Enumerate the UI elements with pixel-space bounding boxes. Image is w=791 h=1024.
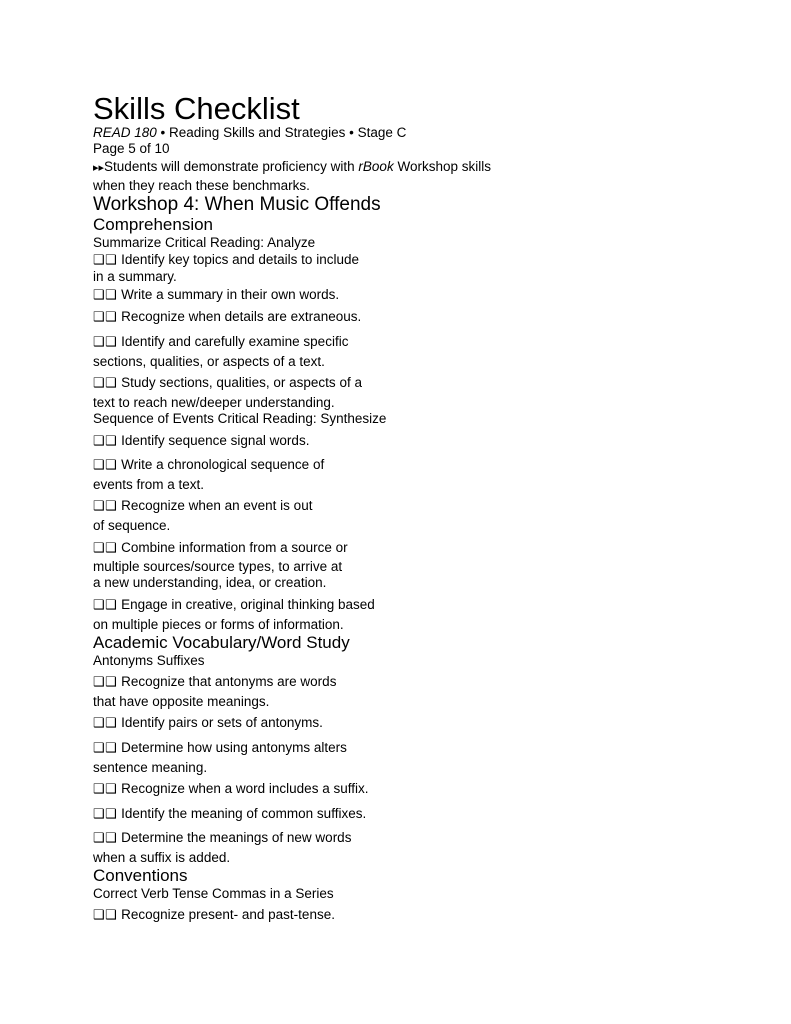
program-line bbox=[93, 125, 406, 141]
checkbox-icon[interactable]: ❑❑ bbox=[93, 334, 118, 349]
item-text-continued: a new understanding, idea, or creation. bbox=[93, 575, 327, 590]
checklist-item bbox=[93, 334, 348, 350]
program-name: READ 180 bbox=[93, 125, 157, 140]
intro-text-a: Students will demonstrate proficiency with bbox=[104, 159, 359, 174]
item-text: Recognize when an event is out bbox=[121, 498, 313, 513]
item-text-continued: multiple sources/source types, to arrive at bbox=[93, 559, 343, 574]
intro-line-2: when they reach these benchmarks. bbox=[93, 178, 310, 193]
workshop-heading: Workshop 4: When Music Offends bbox=[93, 194, 381, 215]
checkbox-icon[interactable]: ❑❑ bbox=[93, 715, 118, 730]
checklist-item bbox=[93, 740, 347, 756]
item-text: Write a summary in their own words. bbox=[121, 287, 340, 302]
page-title: Skills Checklist bbox=[93, 91, 300, 126]
section-heading-comprehension: Comprehension bbox=[93, 215, 214, 234]
subsection-antonyms-suffixes: Antonyms Suffixes bbox=[93, 653, 205, 668]
item-text: Recognize that antonyms are words bbox=[121, 674, 337, 689]
subsection-summarize: Summarize Critical Reading: Analyze bbox=[93, 235, 316, 250]
checklist-item bbox=[93, 907, 335, 923]
checkbox-icon[interactable]: ❑❑ bbox=[93, 540, 118, 555]
item-text: Identify sequence signal words. bbox=[121, 433, 310, 448]
item-text-continued: that have opposite meanings. bbox=[93, 694, 270, 709]
intro-italic: rBook bbox=[358, 159, 394, 174]
checklist-item bbox=[93, 433, 309, 449]
checkbox-icon[interactable]: ❑❑ bbox=[93, 781, 118, 796]
program-details: • Reading Skills and Strategies • Stage C bbox=[156, 125, 407, 140]
checklist-item bbox=[93, 715, 323, 731]
checklist-item bbox=[93, 375, 362, 391]
subsection-sequence: Sequence of Events Critical Reading: Synthesize bbox=[93, 411, 387, 426]
double-arrow-icon: ▸▸ bbox=[93, 162, 105, 174]
checkbox-icon[interactable]: ❑❑ bbox=[93, 597, 118, 612]
subsection-verb-tense-commas: Correct Verb Tense Commas in a Series bbox=[93, 886, 334, 901]
checklist-item bbox=[93, 309, 361, 325]
checklist-item bbox=[93, 806, 366, 822]
item-text-continued: in a summary. bbox=[93, 269, 177, 284]
item-text: Determine how using antonyms alters bbox=[121, 740, 347, 755]
checkbox-icon[interactable]: ❑❑ bbox=[93, 375, 118, 390]
checkbox-icon[interactable]: ❑❑ bbox=[93, 252, 118, 267]
item-text: Recognize when details are extraneous. bbox=[121, 309, 362, 324]
item-text: Write a chronological sequence of bbox=[121, 457, 325, 472]
item-text: Determine the meanings of new words bbox=[121, 830, 352, 845]
item-text: Engage in creative, original thinking based bbox=[121, 597, 375, 612]
checklist-item bbox=[93, 287, 339, 303]
checklist-item bbox=[93, 498, 312, 514]
checkbox-icon[interactable]: ❑❑ bbox=[93, 806, 118, 821]
checklist-item bbox=[93, 674, 336, 690]
intro-line-1 bbox=[93, 159, 491, 176]
item-text-continued: events from a text. bbox=[93, 477, 205, 492]
item-text-continued: text to reach new/deeper understanding. bbox=[93, 395, 335, 410]
item-text: Identify the meaning of common suffixes. bbox=[121, 806, 367, 821]
checkbox-icon[interactable]: ❑❑ bbox=[93, 498, 118, 513]
checklist-item bbox=[93, 830, 351, 846]
checkbox-icon[interactable]: ❑❑ bbox=[93, 287, 118, 302]
checkbox-icon[interactable]: ❑❑ bbox=[93, 830, 118, 845]
checkbox-icon[interactable]: ❑❑ bbox=[93, 457, 118, 472]
checkbox-icon[interactable]: ❑❑ bbox=[93, 740, 118, 755]
item-text: Study sections, qualities, or aspects of a bbox=[121, 375, 362, 390]
checklist-item bbox=[93, 252, 359, 268]
checkbox-icon[interactable]: ❑❑ bbox=[93, 907, 118, 922]
item-text-continued: sections, qualities, or aspects of a text. bbox=[93, 354, 325, 369]
checklist-item bbox=[93, 597, 375, 613]
item-text-continued: when a suffix is added. bbox=[93, 850, 231, 865]
item-text: Recognize when a word includes a suffix. bbox=[121, 781, 369, 796]
item-text: Identify and carefully examine specific bbox=[121, 334, 349, 349]
checkbox-icon[interactable]: ❑❑ bbox=[93, 309, 118, 324]
section-heading-conventions: Conventions bbox=[93, 866, 188, 885]
checklist-item bbox=[93, 540, 348, 556]
item-text: Identify pairs or sets of antonyms. bbox=[121, 715, 323, 730]
checkbox-icon[interactable]: ❑❑ bbox=[93, 674, 118, 689]
intro-text-b: Workshop skills bbox=[393, 159, 491, 174]
item-text-continued: on multiple pieces or forms of information. bbox=[93, 617, 344, 632]
item-text-continued: of sequence. bbox=[93, 518, 171, 533]
section-heading-vocabulary: Academic Vocabulary/Word Study bbox=[93, 633, 350, 652]
page-number: Page 5 of 10 bbox=[93, 141, 170, 156]
checklist-item bbox=[93, 457, 324, 473]
checklist-item bbox=[93, 781, 368, 797]
item-text: Combine information from a source or bbox=[121, 540, 348, 555]
item-text-continued: sentence meaning. bbox=[93, 760, 208, 775]
checkbox-icon[interactable]: ❑❑ bbox=[93, 433, 118, 448]
item-text: Identify key topics and details to include bbox=[121, 252, 359, 267]
item-text: Recognize present- and past-tense. bbox=[121, 907, 335, 922]
